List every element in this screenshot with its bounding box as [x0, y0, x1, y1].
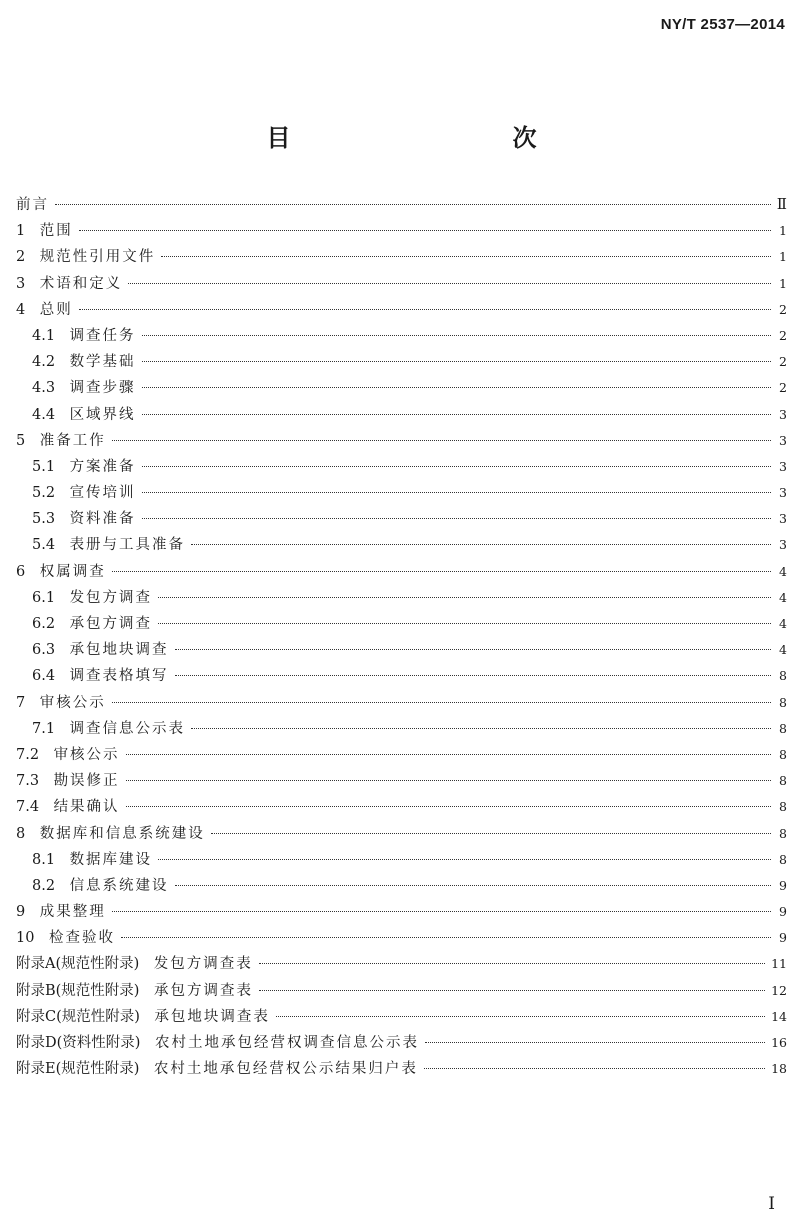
toc-entry[interactable]: [16, 795, 787, 821]
toc-entry-page: 14: [771, 1008, 787, 1024]
dot-leader: [161, 256, 771, 257]
toc-entry-page: 2: [779, 354, 787, 370]
toc-entry-page: 4: [779, 616, 787, 631]
toc-entry-label: 承包地块调查表: [154, 1008, 270, 1025]
toc-entry-label: 信息系统建设: [69, 877, 169, 894]
dot-leader: [112, 440, 771, 441]
toc-entry[interactable]: [16, 926, 787, 952]
toc-entry-page: 2: [779, 380, 787, 396]
dot-leader: [142, 361, 771, 362]
toc-entry-label: 调查步骤: [69, 380, 136, 397]
toc-entry-number: 7.2: [16, 746, 54, 763]
toc-entry[interactable]: [16, 193, 787, 219]
toc-entry[interactable]: [16, 979, 787, 1005]
toc-entry-page: 8: [779, 773, 787, 789]
toc-entry[interactable]: [16, 952, 787, 978]
toc-entry-number: 7.1: [32, 720, 70, 737]
toc-entry-label: 发包方调查: [69, 589, 153, 606]
toc-entry[interactable]: [16, 324, 787, 350]
toc-entry-page: 8: [779, 799, 787, 815]
toc-entry-label: 宣传培训: [69, 485, 136, 502]
toc-entry-number: 6.3: [32, 642, 70, 659]
toc-entry-number: 6: [16, 563, 40, 580]
toc-entry-number: 4: [16, 301, 40, 318]
toc-entry[interactable]: [16, 429, 787, 455]
standard-number: NY/T 2537—2014: [660, 16, 785, 33]
dot-leader: [112, 571, 771, 572]
toc-entry-label: 方案准备: [69, 458, 136, 475]
toc-entry-number: 7.3: [16, 773, 54, 790]
toc-entry-label: 检查验收: [48, 930, 115, 947]
toc-entry-number: 9: [16, 904, 40, 921]
dot-leader: [175, 649, 771, 650]
toc-entry[interactable]: [16, 403, 787, 429]
dot-leader: [158, 623, 771, 624]
dot-leader: [121, 937, 771, 938]
toc-entry-number: 6.1: [32, 589, 70, 606]
toc-entry-page: 9: [779, 904, 787, 920]
toc-entry-label: 调查任务: [69, 327, 136, 344]
toc-entry-label: 农村土地承包经营权调查信息公示表: [154, 1035, 419, 1051]
toc-entry-page: 3: [779, 432, 787, 448]
toc-entry-page: 8: [779, 851, 787, 867]
toc-entry[interactable]: [16, 743, 787, 769]
toc-entry-label: 审核公示: [39, 694, 106, 711]
dot-leader: [142, 492, 771, 493]
toc-entry-number: 附录C(规范性附录): [16, 1008, 155, 1025]
toc-entry-page: 4: [779, 563, 787, 579]
dot-leader: [142, 466, 771, 467]
page-number: Ⅰ: [768, 1194, 775, 1214]
toc-entry-number: 4.2: [32, 354, 70, 371]
toc-entry[interactable]: [16, 298, 787, 324]
toc-entry[interactable]: [16, 481, 787, 507]
toc-entry-number: 4.1: [32, 327, 70, 344]
toc-entry-label: 调查信息公示表: [69, 720, 186, 737]
dot-leader: [175, 885, 771, 886]
toc-entry[interactable]: [16, 376, 787, 402]
toc-entry[interactable]: [16, 717, 787, 743]
toc-entry-page: 9: [779, 930, 787, 946]
toc-entry-label: 调查表格填写: [69, 668, 169, 685]
toc-entry-number: 5: [16, 432, 40, 449]
toc-entry-label: 术语和定义: [39, 275, 123, 292]
toc-entry-page: 4: [779, 642, 787, 658]
toc-entry-label: 总则: [39, 301, 73, 318]
toc-entry[interactable]: [16, 900, 787, 926]
dot-leader: [128, 283, 771, 284]
toc-entry-label: 准备工作: [39, 432, 106, 449]
toc-entry-page: 3: [779, 406, 787, 422]
toc-entry-number: 5.4: [32, 537, 70, 554]
toc-entry[interactable]: [16, 507, 787, 533]
toc-entry-number: 6.4: [32, 668, 70, 685]
toc-entry-number: 3: [16, 275, 40, 292]
toc-entry-page: 1: [779, 275, 787, 291]
toc-entry[interactable]: [16, 822, 787, 848]
toc-entry-number: 10: [16, 930, 49, 947]
toc-entry[interactable]: [16, 1031, 787, 1057]
dot-leader: [158, 859, 771, 860]
toc-entry-label: 承包地块调查: [69, 642, 169, 659]
toc-entry-number: 附录B(规范性附录): [16, 982, 154, 999]
toc-entry-number: 7.4: [16, 799, 54, 816]
dot-leader: [79, 230, 771, 231]
toc-entry-page: 1: [779, 249, 787, 265]
toc-entry-label: 审核公示: [53, 746, 120, 763]
dot-leader: [79, 309, 771, 310]
toc-entry-label: 成果整理: [39, 904, 106, 921]
toc-entry-number: 附录D(资料性附录): [16, 1035, 155, 1051]
toc-entry-page: 3: [779, 511, 787, 527]
toc-entry-page: 16: [771, 1035, 787, 1050]
toc-entry-number: 8: [16, 825, 40, 842]
toc-entry-page: Ⅱ: [776, 195, 787, 213]
toc-entry-label: 范围: [39, 223, 73, 240]
dot-leader: [259, 963, 765, 964]
toc-entry-label: 数据库和信息系统建设: [39, 825, 205, 842]
toc-entry[interactable]: [16, 350, 787, 376]
toc-entry[interactable]: [16, 1057, 787, 1083]
toc-entry[interactable]: [16, 638, 787, 664]
toc-entry-label: 勘误修正: [53, 773, 120, 790]
dot-leader: [126, 780, 771, 781]
toc-entry-page: 2: [779, 301, 787, 317]
toc-entry[interactable]: [16, 560, 787, 586]
dot-leader: [142, 335, 771, 336]
toc-entry-number: 附录A(规范性附录): [16, 956, 154, 973]
toc-entry-number: 7: [16, 694, 40, 711]
page-title: 目 次: [266, 123, 595, 152]
toc-entry-label: 表册与工具准备: [69, 537, 186, 554]
toc-entry-label: 承包方调查: [69, 616, 153, 632]
dot-leader: [126, 754, 771, 755]
dot-leader: [259, 990, 765, 991]
toc-entry[interactable]: [16, 1005, 787, 1031]
toc-entry-label: 数学基础: [69, 354, 136, 371]
toc-entry-label: 承包方调查表: [153, 982, 253, 999]
toc-entry-label: 数据库建设: [69, 851, 153, 868]
toc-entry-number: 4.4: [32, 406, 70, 423]
dot-leader: [424, 1068, 765, 1069]
toc-entry-page: 3: [779, 537, 787, 553]
toc-entry-page: 8: [779, 720, 787, 736]
dot-leader: [425, 1042, 765, 1043]
dot-leader: [126, 806, 771, 807]
toc-entry[interactable]: [16, 245, 787, 271]
dot-leader: [142, 518, 771, 519]
dot-leader: [55, 204, 771, 205]
toc-entry-label: 结果确认: [53, 799, 120, 816]
dot-leader: [191, 728, 771, 729]
toc-entry-number: 5.3: [32, 511, 70, 528]
toc-entry-number: 6.2: [32, 616, 70, 632]
toc-entry[interactable]: [16, 586, 787, 612]
toc-entry-page: 18: [771, 1061, 787, 1077]
toc-entry[interactable]: [16, 612, 787, 638]
dot-leader: [142, 387, 771, 388]
toc-entry-label: 规范性引用文件: [39, 249, 156, 266]
toc-entry-page: 8: [779, 668, 787, 684]
toc-entry[interactable]: [16, 664, 787, 690]
toc-entry-page: 4: [779, 589, 787, 605]
toc-entry[interactable]: [16, 533, 787, 559]
toc-entry-number: 1: [16, 223, 40, 240]
toc-entry-number: 5.1: [32, 458, 70, 475]
table-of-contents: [16, 193, 787, 1083]
toc-entry-page: 8: [779, 825, 787, 841]
toc-entry-page: 1: [779, 223, 787, 239]
toc-entry-number: 5.2: [32, 485, 70, 502]
toc-entry[interactable]: [16, 769, 787, 795]
toc-entry-label: 区域界线: [69, 406, 136, 423]
toc-entry-page: 3: [779, 458, 787, 474]
dot-leader: [211, 833, 771, 834]
toc-entry[interactable]: [16, 455, 787, 481]
dot-leader: [175, 675, 771, 676]
toc-entry[interactable]: [16, 691, 787, 717]
toc-entry-label: 发包方调查表: [153, 956, 253, 973]
dot-leader: [142, 414, 771, 415]
toc-entry-page: 8: [779, 694, 787, 710]
dot-leader: [158, 597, 771, 598]
dot-leader: [112, 702, 771, 703]
toc-entry-page: 3: [779, 485, 787, 501]
toc-entry-label: 前言: [16, 197, 49, 213]
dot-leader: [276, 1016, 765, 1017]
toc-entry-page: 2: [779, 327, 787, 343]
toc-entry[interactable]: [16, 874, 787, 900]
toc-entry-number: 附录E(规范性附录): [16, 1061, 154, 1078]
toc-entry-label: 农村土地承包经营权公示结果归户表: [153, 1061, 418, 1078]
toc-entry-label: 权属调查: [39, 563, 106, 580]
toc-entry[interactable]: [16, 219, 787, 245]
dot-leader: [112, 911, 771, 912]
toc-entry-number: 8.1: [32, 851, 70, 868]
toc-entry-number: 2: [16, 249, 40, 266]
toc-entry[interactable]: [16, 848, 787, 874]
toc-entry-page: 11: [771, 956, 787, 972]
toc-entry-label: 资料准备: [69, 511, 136, 528]
toc-entry-number: 8.2: [32, 877, 70, 894]
toc-entry-page: 9: [779, 877, 787, 893]
toc-entry[interactable]: [16, 272, 787, 298]
toc-entry-page: 8: [779, 746, 787, 762]
dot-leader: [191, 544, 771, 545]
toc-entry-number: 4.3: [32, 380, 70, 397]
toc-entry-page: 12: [771, 982, 787, 998]
